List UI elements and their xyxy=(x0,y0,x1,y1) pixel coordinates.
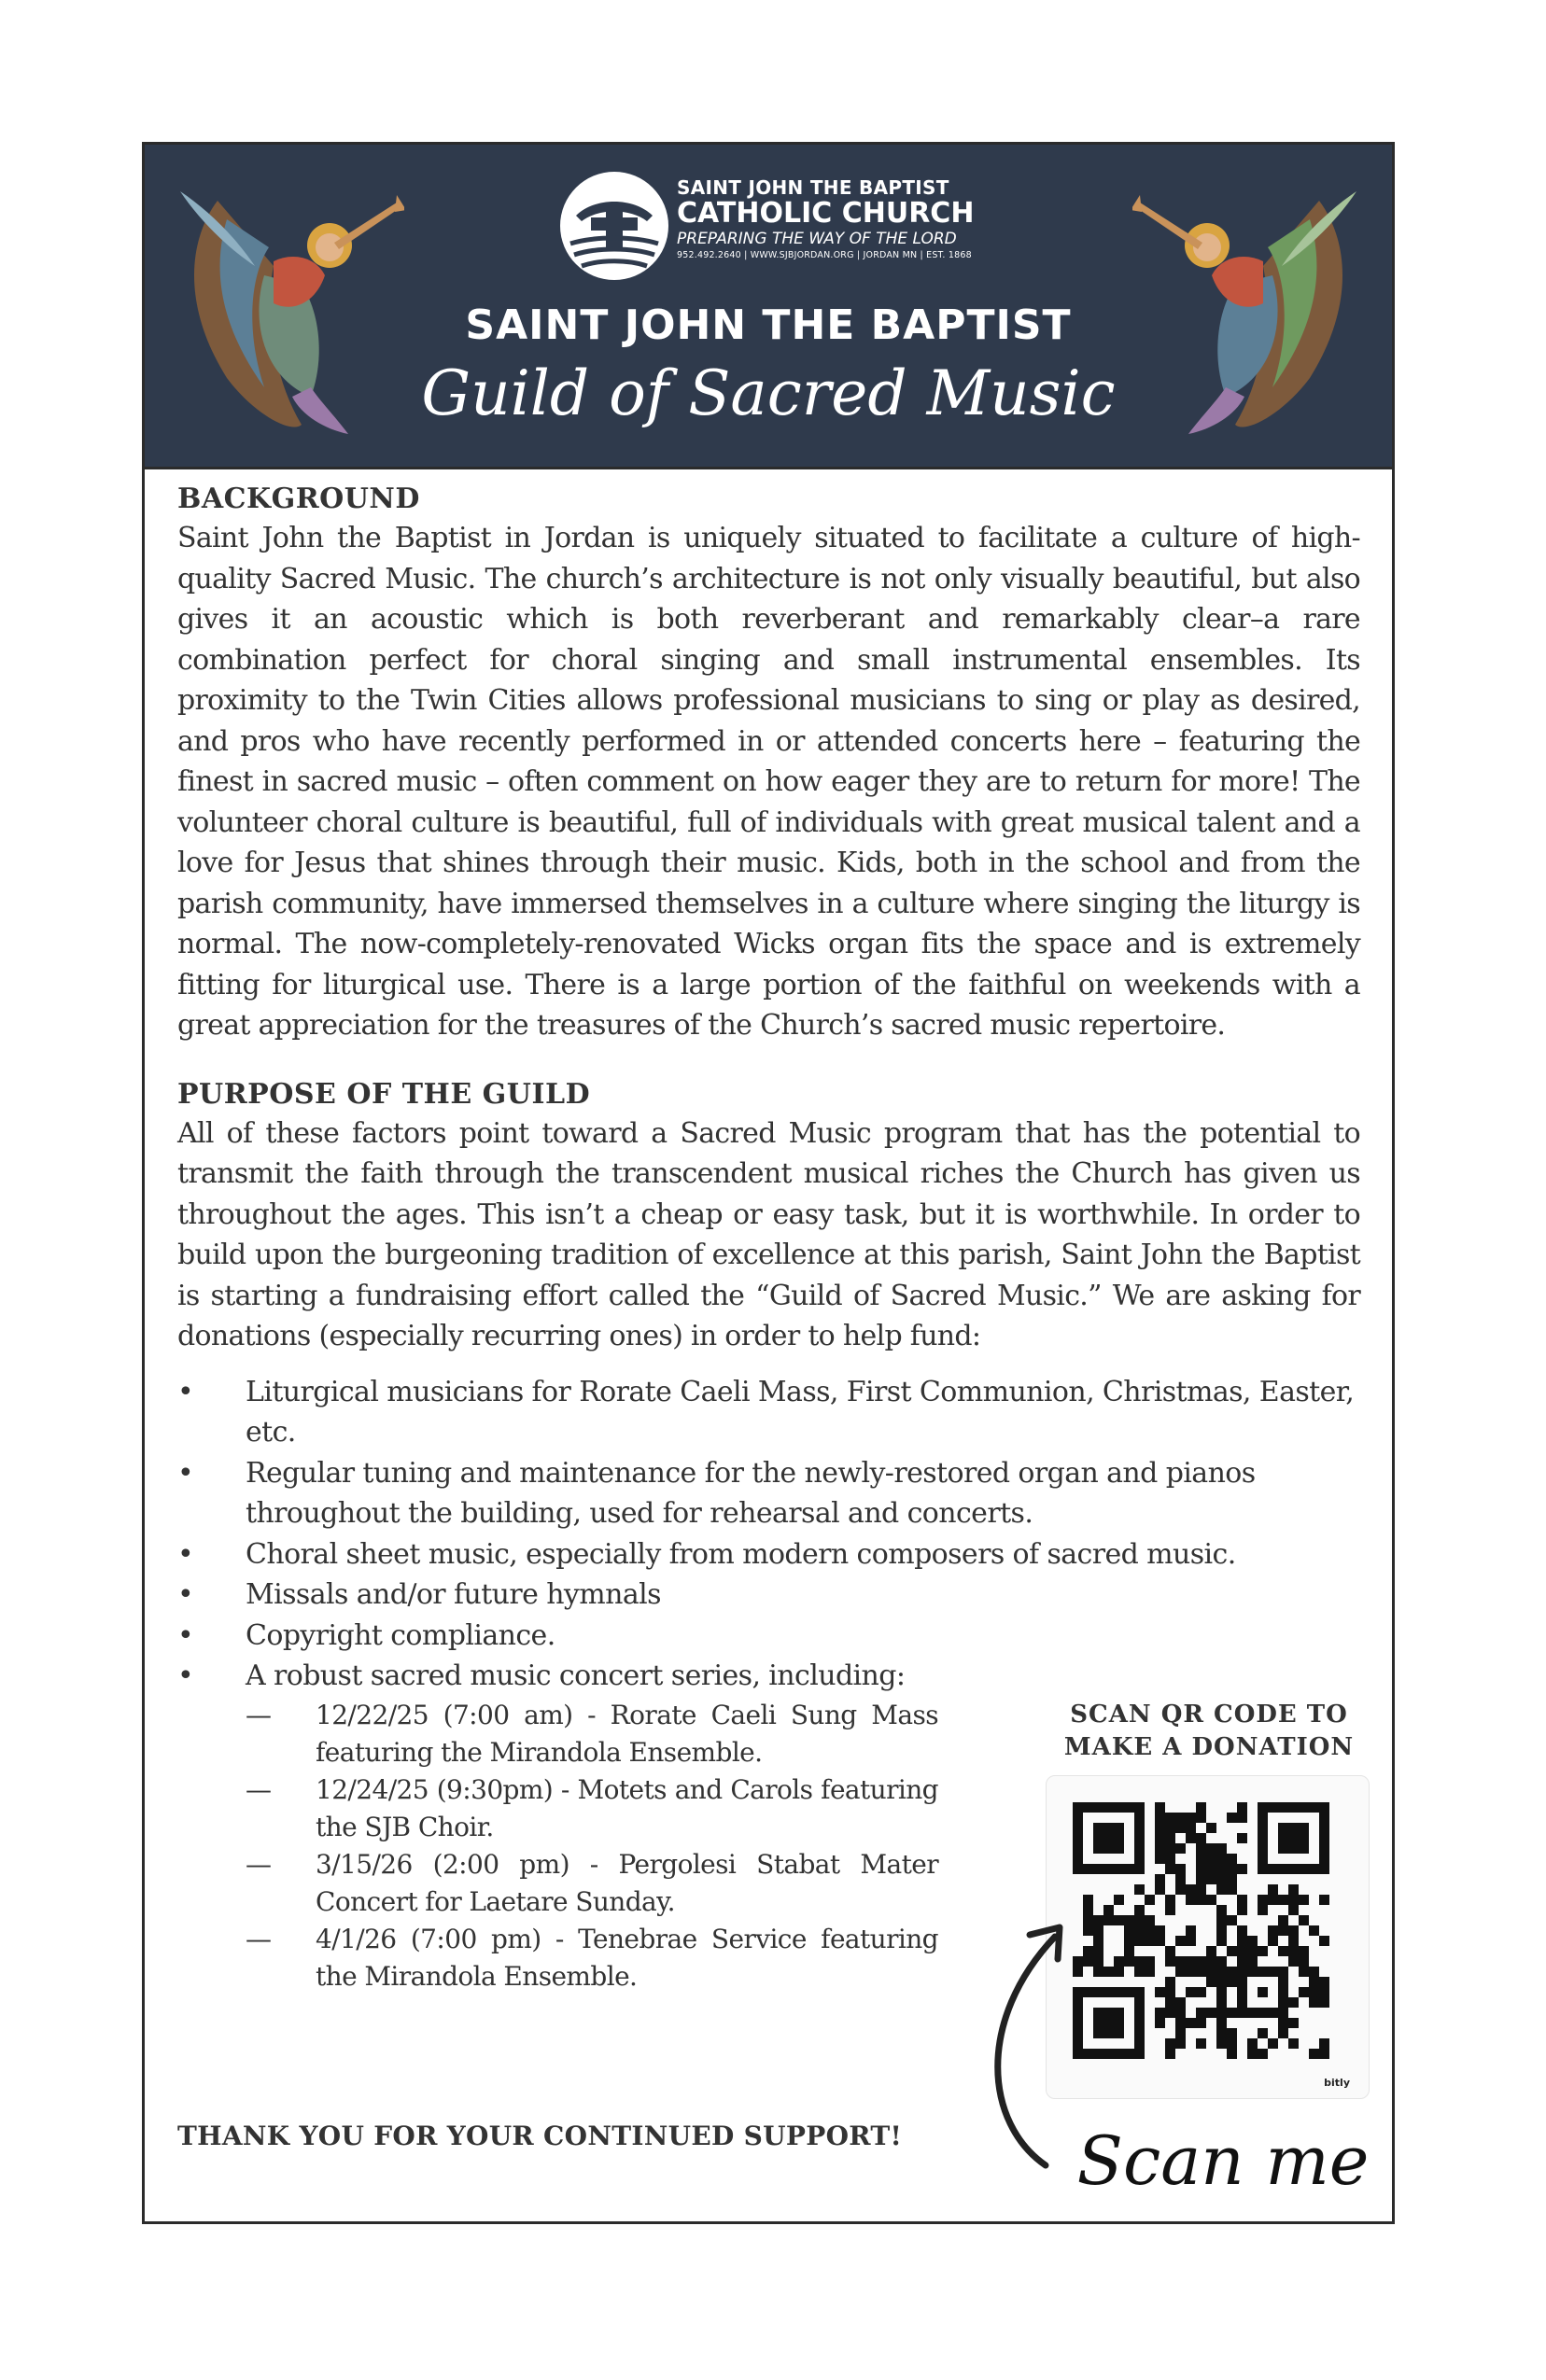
donation-qr-code[interactable] xyxy=(1046,1775,1370,2099)
thank-you-message: THANK YOU FOR YOUR CONTINUED SUPPORT! xyxy=(177,2121,903,2151)
purpose-paragraph: All of these factors point toward a Sacred Music program that has the potential to transmit the faith through the transcendent musical riches the Church has given us throughout the ages. This isn’t a cheap or easy task, but it is worthwhile. In order to build upon the burgeoning tradition of excellence at this parish, Saint John the Baptist is starting a fundraising effort called the “Guild of Sacred Music.” We are asking for donations (especially recurring ones) in order to help fund: xyxy=(177,1116,1360,1352)
shell-cross-icon xyxy=(557,169,671,283)
qr-instructions xyxy=(1032,1699,1386,1764)
qr-label-line2: MAKE A DONATION xyxy=(1063,1733,1355,1761)
logo-church-name-line2: CATHOLIC CHURCH xyxy=(677,197,975,230)
concert-item: — 4/1/26 (7:00 pm) - Tenebrae Service featuring the Mirandola Ensemble. xyxy=(246,1921,938,1995)
concert-item: — 12/22/25 (7:00 am) - Rorate Caeli Sung Mass featuring the Mirandola Ensemble. xyxy=(246,1697,938,1771)
qr-label-line1: SCAN QR CODE TO xyxy=(1070,1701,1348,1729)
logo-contact-info: 952.492.2640 | WWW.SJBJORDAN.ORG | JORDAN MN | EST. 1868 xyxy=(677,250,972,260)
list-item: • Liturgical musicians for Rorate Caeli Mass, First Communion, Christmas, Easter, etc. xyxy=(177,1372,1360,1453)
purpose-heading: PURPOSE OF THE GUILD xyxy=(177,1077,591,1111)
list-item: • Choral sheet music, especially from modern composers of sacred music. xyxy=(177,1534,1360,1575)
church-logo xyxy=(557,163,996,289)
list-item: • Copyright compliance. xyxy=(177,1616,1011,1657)
list-item: • Missals and/or future hymnals xyxy=(177,1575,1011,1616)
logo-tagline: PREPARING THE WAY OF THE LORD xyxy=(677,230,957,248)
concert-series-label: A robust sacred music concert series, including: xyxy=(246,1659,906,1692)
list-item xyxy=(177,1656,1011,1995)
page-subtitle: Guild of Sacred Music xyxy=(421,357,1116,429)
page-title: SAINT JOHN THE BAPTIST xyxy=(465,301,1072,349)
scan-me-caption: Scan me xyxy=(1076,2121,1370,2200)
qr-code-image[interactable] xyxy=(1073,1802,1329,2059)
header-banner xyxy=(145,145,1392,469)
list-item: • Regular tuning and maintenance for the newly-restored organ and pianos throughout the building, used for rehearsal and concerts. xyxy=(177,1453,1360,1534)
background-paragraph: Saint John the Baptist in Jordan is uniquely situated to facilitate a culture of high-quality Sacred Music. The church’s architecture is not only visually beautiful, but also gives it an acoustic which is both reverberant and remarkably clear–a rare combination perfect for choral singing and small instrumental ensembles. Its proximity to the Twin Cities allows professional musicians to sing or play as desired, and pros who have recently performed in or attended concerts here – featuring the finest in sacred music – often comment on how eager they are to return for more! The volunteer choral culture is beautiful, full of individuals with great musical talent and a love for Jesus that shines through their music. Kids, both in the school and from the parish community, have immersed themselves in a culture where singing the liturgy is normal. The now-completely-renovated Wicks organ fits the space and is extremely fitting for liturgical use. There is a large portion of the faithful on weekends with a great appreciation for the treasures of the Church’s sacred music repertoire. xyxy=(177,522,1360,1042)
concert-item: — 12/24/25 (9:30pm) - Motets and Carols featuring the SJB Choir. xyxy=(246,1771,938,1846)
concert-list xyxy=(177,1697,938,1995)
bitly-logo: bitly xyxy=(1324,2077,1350,2089)
main-content xyxy=(177,481,1360,1995)
concert-item: — 3/15/26 (2:00 pm) - Pergolesi Stabat Mater Concert for Laetare Sunday. xyxy=(246,1846,938,1921)
flyer-frame xyxy=(142,142,1395,2224)
logo-church-name-line1: SAINT JOHN THE BAPTIST xyxy=(677,176,949,199)
background-heading: BACKGROUND xyxy=(177,483,420,515)
